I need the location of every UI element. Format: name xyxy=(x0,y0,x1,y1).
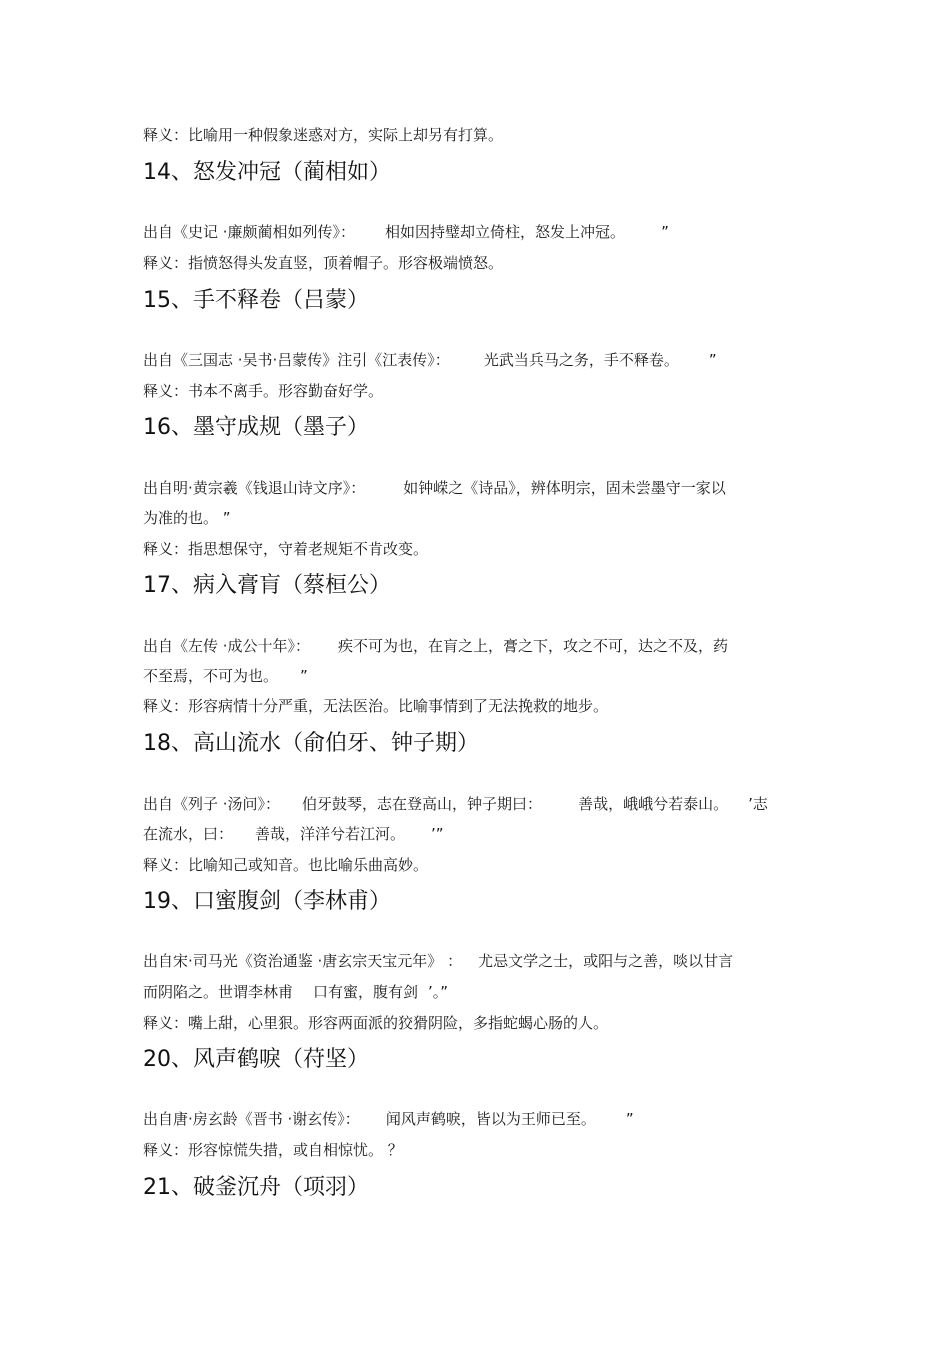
intro-meaning: 释义：比喻用一种假象迷惑对方，实际上却另有打算。 xyxy=(143,126,504,144)
source-segment: 而阴陷之。世谓李林甫 xyxy=(143,983,294,1001)
source-segment: ’” xyxy=(431,825,444,843)
source-segment: 伯牙鼓琴，志在登高山，钟子期曰： xyxy=(302,795,543,813)
entry-18-source-line-1 xyxy=(143,794,768,814)
entry-18-source-line-2 xyxy=(143,824,444,844)
entry-15-source xyxy=(143,350,717,370)
entry-16-meaning: 释义：指思想保守，守着老规矩不肯改变。 xyxy=(143,540,429,558)
source-segment: 不至焉，不可为也。 xyxy=(143,667,279,685)
entry-16-source-line-1 xyxy=(143,478,726,498)
entry-20-source xyxy=(143,1109,634,1129)
source-segment: 出自《列子 ·汤问》： xyxy=(143,795,281,813)
entry-21-title: 21、破釜沉舟（项羽） xyxy=(143,1175,369,1200)
entry-19-title: 19、口蜜腹剑（李林甫） xyxy=(143,889,391,914)
source-segment: ” xyxy=(625,1110,634,1128)
entry-17-source-line-2 xyxy=(143,666,308,686)
source-segment: 出自《三国志 ·吴书·吕蒙传》注引《江表传》： xyxy=(143,351,450,369)
entry-18-meaning: 释义：比喻知己或知音。也比喻乐曲高妙。 xyxy=(143,856,429,874)
source-segment: 在流水，曰： xyxy=(143,825,234,843)
entry-18-title: 18、高山流水（俞伯牙、钟子期） xyxy=(143,731,479,756)
entry-16-source-line-2 xyxy=(143,508,231,528)
source-segment: 光武当兵马之务，手不释卷。 xyxy=(483,351,679,369)
entry-20-title: 20、风声鹤唳（苻坚） xyxy=(143,1047,369,1072)
entry-17-source-line-1 xyxy=(143,636,728,656)
source-segment: 出自宋·司马光《资治通鉴 ·唐玄宗天宝元年》 ： xyxy=(143,952,463,970)
source-segment: 闻风声鹤唳，皆以为王师已至。 xyxy=(385,1110,596,1128)
source-segment: 出自明·黄宗羲《钱退山诗文序》： xyxy=(143,479,366,497)
entry-19-source-line-1 xyxy=(143,951,733,971)
source-segment: 如钟嵘之《诗品》，辨体明宗，固未尝墨守一家以 xyxy=(403,479,726,497)
entry-17-meaning: 释义：形容病情十分严重，无法医治。比喻事情到了无法挽救的地步。 xyxy=(143,697,609,715)
entry-19-source-line-2 xyxy=(143,982,448,1002)
entry-17-title: 17、病入膏肓（蔡桓公） xyxy=(143,573,391,598)
source-segment: ’志 xyxy=(748,795,768,813)
source-segment: ” xyxy=(300,667,308,685)
source-segment: 疾不可为也，在肓之上，膏之下，攻之不可，达之不及，药 xyxy=(338,637,729,655)
source-segment: ” xyxy=(708,351,717,369)
source-segment: 尤忌文学之士，或阳与之善，啖以甘言 xyxy=(478,952,734,970)
entry-14-title: 14、怒发冲冠（蔺相如） xyxy=(143,160,391,185)
entry-19-meaning: 释义：嘴上甜，心里狠。形容两面派的狡猾阴险，多指蛇蝎心肠的人。 xyxy=(143,1014,609,1032)
entry-15-meaning: 释义：书本不离手。形容勤奋好学。 xyxy=(143,382,384,400)
source-segment: 出自《左传 ·成公十年》： xyxy=(143,637,311,655)
source-segment: ’。” xyxy=(428,983,449,1001)
source-segment: 善哉，峨峨兮若泰山。 xyxy=(578,795,729,813)
source-segment: 出自唐·房玄龄《晋书 ·谢玄传》： xyxy=(143,1110,360,1128)
source-segment: 为准的也。 ” xyxy=(143,509,231,527)
entry-14-source xyxy=(143,222,669,242)
source-segment: 出自《史记 ·廉颇蔺相如列传》： xyxy=(143,223,356,241)
entry-16-title: 16、墨守成规（墨子） xyxy=(143,415,369,440)
entry-15-title: 15、手不释卷（吕蒙） xyxy=(143,288,369,313)
source-segment: ” xyxy=(661,223,669,241)
source-segment: 口有蜜，腹有剑 xyxy=(313,983,419,1001)
source-segment: 相如因持璧却立倚柱，怒发上冲冠。 xyxy=(385,223,626,241)
source-segment: 善哉，洋洋兮若江河。 xyxy=(255,825,406,843)
entry-20-meaning: 释义：形容惊慌失措，或自相惊忧。 ？ xyxy=(143,1141,403,1159)
entry-14-meaning: 释义：指愤怒得头发直竖，顶着帽子。形容极端愤怒。 xyxy=(143,254,504,272)
